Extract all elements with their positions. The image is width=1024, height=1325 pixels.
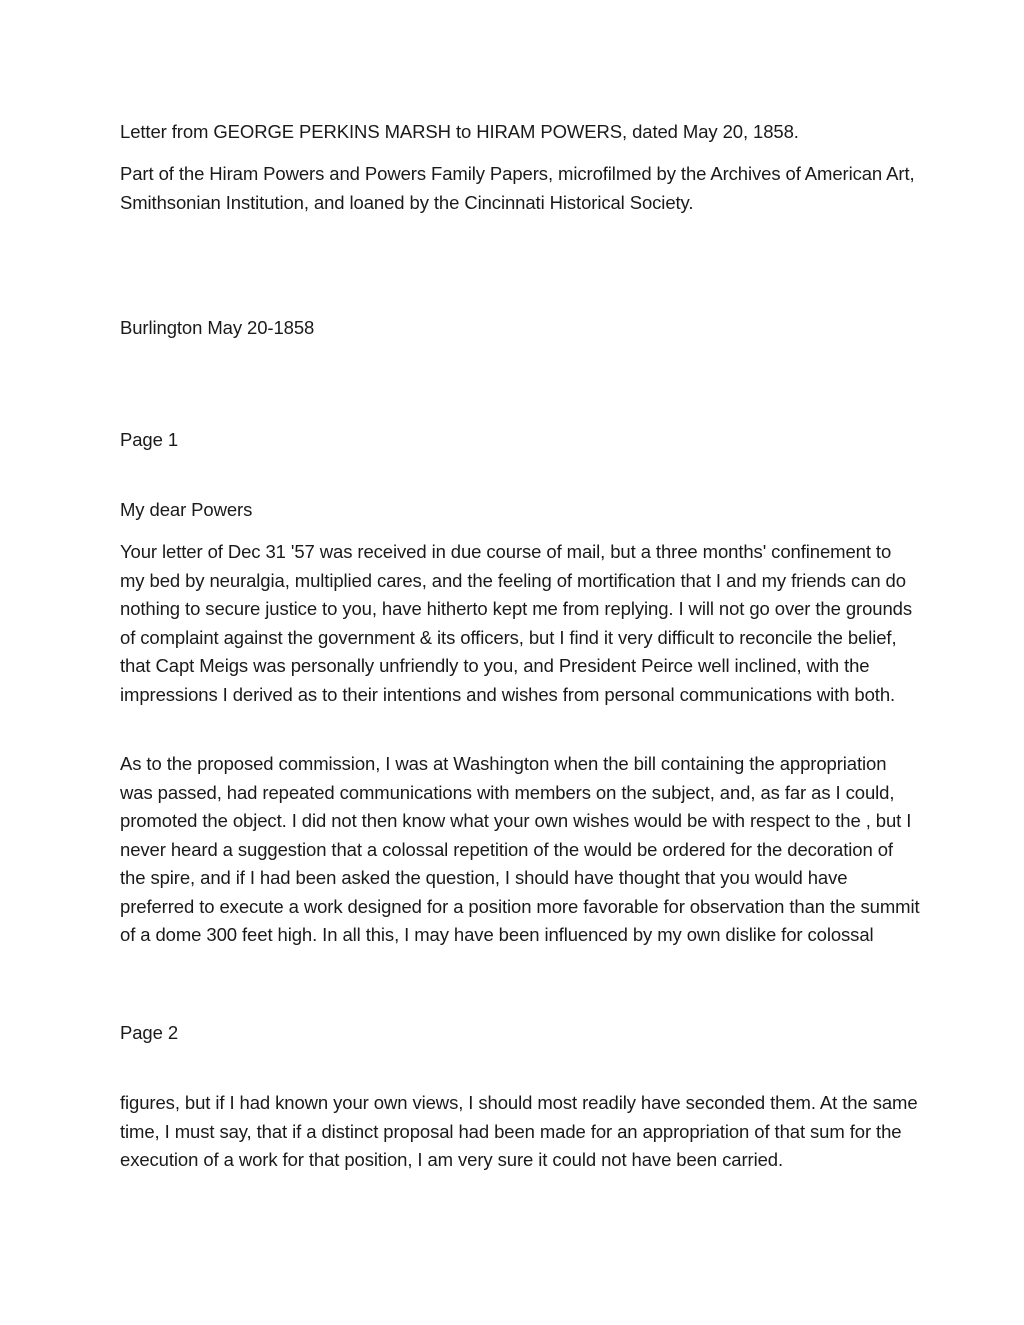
page-1-label: Page 1 (120, 429, 179, 450)
document-page (120, 0, 920, 1325)
body-paragraph-2: As to the proposed commission, I was at Washington when the bill containing the appropriation was passed, had repeated communications with members on the subject, and, as far as I could, promoted the object. I did not then know what your own wishes would be with respect to the , but I never heard a suggestion that a colossal repetition of the would be ordered for the decoration of the spire, and if I had been asked the question, I should have thought that you would have preferred to execute a work designed for a position more favorable for observation than the summit of a dome 300 feet high. In all this, I may have been influenced by my own dislike for colossal (120, 753, 920, 945)
letter-title-line: Letter from GEORGE PERKINS MARSH to HIRAM POWERS, dated May 20, 1858. (120, 121, 799, 142)
body-paragraph-1: Your letter of Dec 31 '57 was received in due course of mail, but a three months' confinement to my bed by neuralgia, multiplied cares, and the feeling of mortification that I and my friends can do nothing to secure justice to you, have hitherto kept me from replying. I will not go over the grounds of complaint against the government & its officers, but I find it very difficult to reconcile the belief, that Capt Meigs was personally unfriendly to you, and President Peirce well inclined, with the impressions I derived as to their intentions and wishes from personal communications with both. (120, 541, 913, 705)
body-paragraph-3: figures, but if I had known your own views, I should most readily have seconded them. At the same time, I must say, that if a distinct proposal had been made for an appropriation of that sum for the execution of a work for that position, I am very sure it could not have been carried. (120, 1092, 918, 1170)
page-2-label: Page 2 (120, 1022, 179, 1043)
source-note: Part of the Hiram Powers and Powers Family Papers, microfilmed by the Archives of American Art, Smithsonian Institution, and loaned by the Cincinnati Historical Society. (120, 163, 915, 213)
salutation: My dear Powers (120, 499, 253, 520)
letter-dateline: Burlington May 20-1858 (120, 317, 315, 338)
